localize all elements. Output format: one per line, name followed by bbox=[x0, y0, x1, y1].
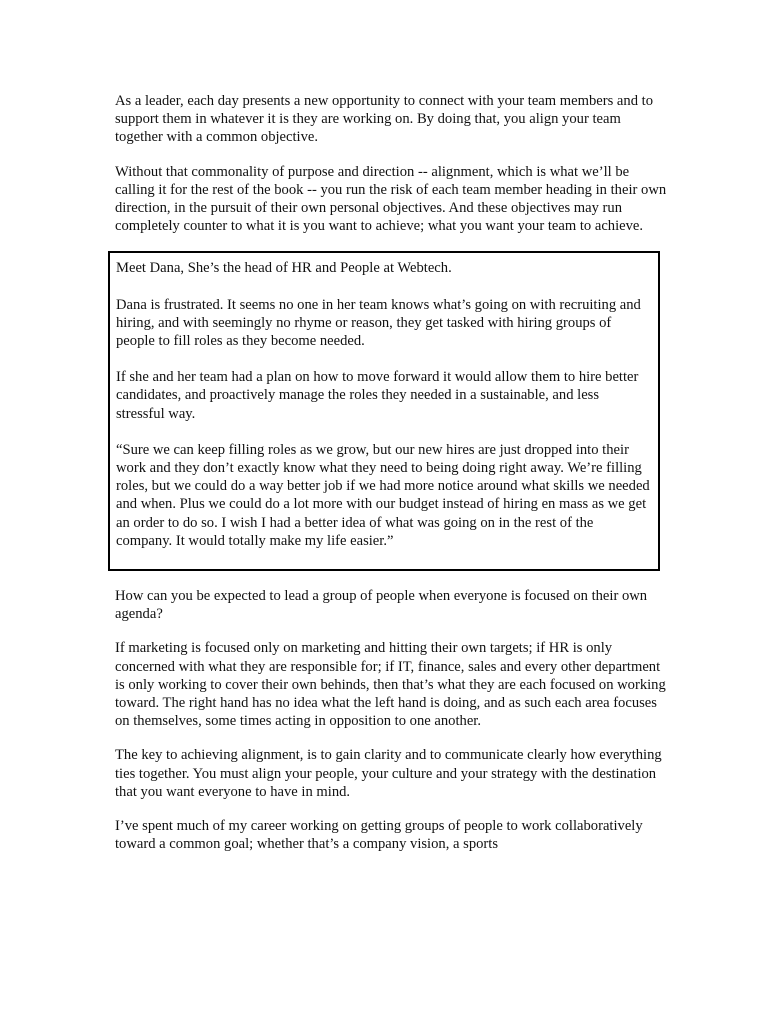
callout-paragraph: If she and her team had a plan on how to move forward it would allow them to hire better candidates, and proactively manage the roles they needed in a sustainable, and less stressful way. bbox=[116, 369, 639, 422]
document-page bbox=[115, 92, 669, 870]
case-study-box bbox=[108, 251, 660, 571]
callout-paragraph: Dana is frustrated. It seems no one in her team knows what’s going on with recruiting and hiring, and with seemingly no rhyme or reason, they get tasked with hiring groups of people to fill roles as they become needed. bbox=[116, 296, 641, 350]
callout-quote: “Sure we can keep filling roles as we grow, but our new hires are just dropped into their work and they don’t exactly know what they need to being doing right away. We’re filling roles, but we could do a way better job if we had more notice around what skills we needed and when. Plus we could do a lot more with our budget instead of hiring en mass as we get an order to do so. I wish I had a better idea of what was going on in the rest of the company. It would totally make my life easier.” bbox=[116, 441, 650, 549]
intro-paragraph: Without that commonality of purpose and direction -- alignment, which is what we’ll be calling it for the rest of the book -- you run the risk of each team member heading in their own direction, in the pursuit of their own personal objectives. And these objectives may run completely counter to what it is you want to achieve; what you want your team to achieve. bbox=[115, 163, 667, 235]
body-paragraph: I’ve spent much of my career working on getting groups of people to work collaboratively toward a common goal; whether that’s a company vision, a sports bbox=[115, 818, 643, 853]
body-paragraph: How can you be expected to lead a group of people when everyone is focused on their own agenda? bbox=[115, 588, 648, 623]
intro-paragraph: As a leader, each day presents a new opportunity to connect with your team members and to support them in whatever it is they are working on. By doing that, you align your team together with a common objective. bbox=[115, 93, 653, 146]
callout-intro: Meet Dana, She’s the head of HR and People at Webtech. bbox=[116, 260, 452, 277]
body-paragraph: The key to achieving alignment, is to gain clarity and to communicate clearly how everything ties together. You must align your people, your culture and your strategy with the destination that you want everyone to have in mind. bbox=[115, 747, 662, 800]
body-paragraph: If marketing is focused only on marketing and hitting their own targets; if HR is only concerned with what they are responsible for; if IT, finance, sales and every other department is only working to cover their own behinds, then that’s what they are each focused on working toward. The right hand has no idea what the left hand is doing, and as such each area focuses on themselves, some times acting in opposition to one another. bbox=[115, 640, 666, 730]
